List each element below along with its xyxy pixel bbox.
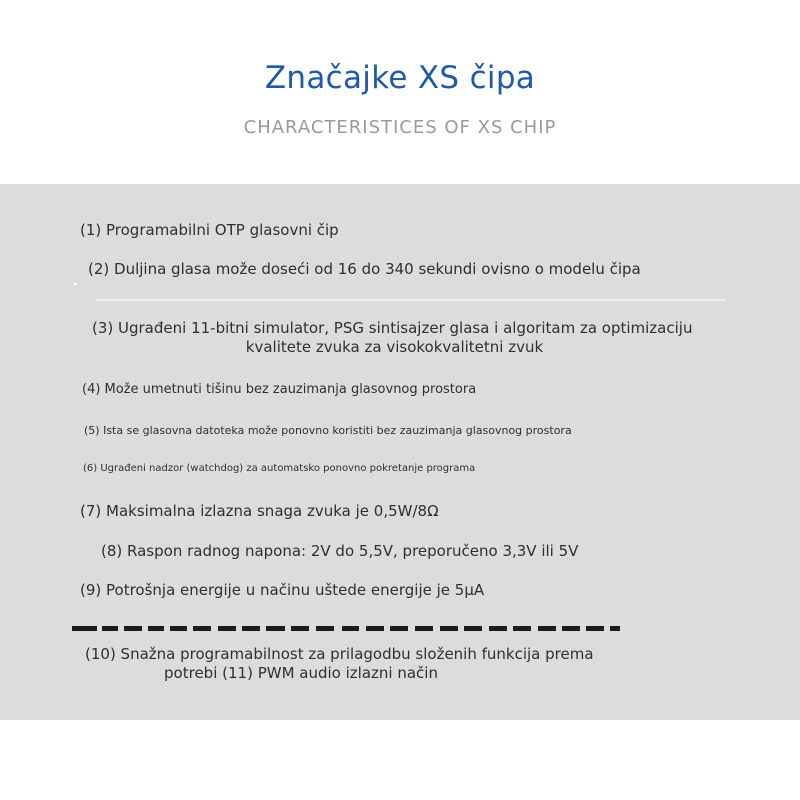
page-title: Značajke XS čipa xyxy=(264,60,536,96)
feature-item-2: (2) Duljina glasa može doseći od 16 do 340 sekundi ovisno o modelu čipa xyxy=(88,260,641,278)
feature-item-3-line-2: kvalitete zvuka za visokokvalitetni zvuk xyxy=(245,338,544,356)
header-section xyxy=(0,0,800,184)
feature-item-8: (8) Raspon radnog napona: 2V do 5,5V, preporučeno 3,3V ili 5V xyxy=(101,542,579,560)
feature-item-6: (6) Ugrađeni nadzor (watchdog) za automatsko ponovno pokretanje programa xyxy=(83,463,476,474)
scan-artifact xyxy=(96,299,726,301)
page-subtitle: CHARACTERISTICES OF XS CHIP xyxy=(243,117,557,138)
overprint-artifact xyxy=(72,618,620,638)
feature-item-5: (5) Ista se glasovna datoteka može ponovno koristiti bez zauzimanja glasovnog prostora xyxy=(84,424,572,437)
feature-item-7: (7) Maksimalna izlazna snaga zvuka je 0,5W/8Ω xyxy=(80,502,439,520)
feature-item-9: (9) Potrošnja energije u načinu uštede energije je 5μA xyxy=(80,581,485,599)
feature-item-10-line-1: (10) Snažna programabilnost za prilagodbu složenih funkcija prema xyxy=(85,645,594,663)
feature-item-10-line-2: potrebi (11) PWM audio izlazni način xyxy=(164,664,438,682)
footer-section xyxy=(0,720,800,800)
feature-item-4: (4) Može umetnuti tišinu bez zauzimanja glasovnog prostora xyxy=(82,382,477,397)
feature-item-1: (1) Programabilni OTP glasovni čip xyxy=(80,221,339,239)
feature-item-3-line-1: (3) Ugrađeni 11-bitni simulator, PSG sintisajzer glasa i algoritam za optimizaciju xyxy=(92,319,693,337)
scan-artifact xyxy=(74,283,77,285)
